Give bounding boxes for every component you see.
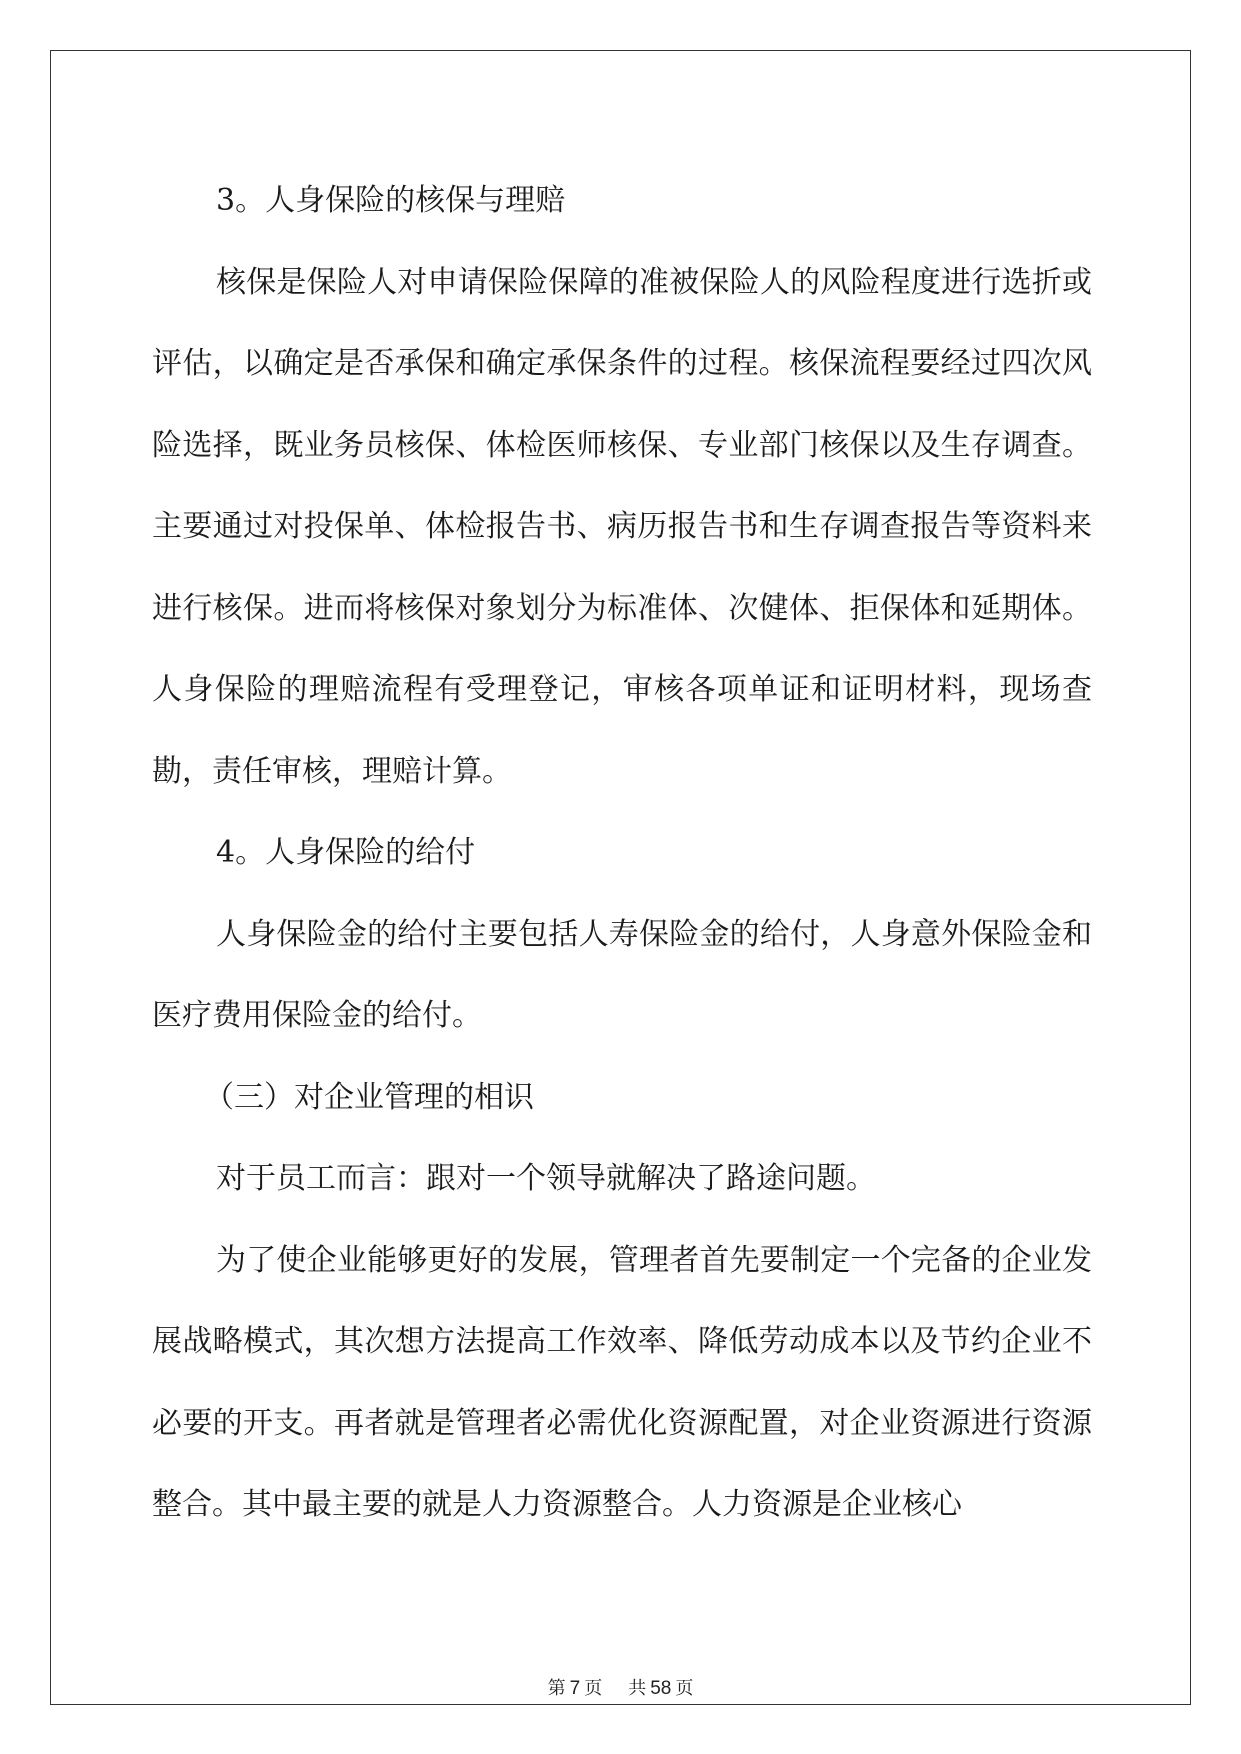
page-footer	[0, 1674, 1241, 1700]
heading-underwriting-claims: 3。人身保险的核保与理赔	[216, 183, 566, 218]
footer-page-word: 页	[584, 1678, 603, 1699]
paragraph-employee: 对于员工而言：跟对一个领导就解决了路途问题。	[216, 1161, 876, 1196]
heading-management: （三）对企业管理的相识	[204, 1079, 534, 1115]
paragraph-development: 为了使企业能够更好的发展，管理者首先要制定一个完备的企业发展战略模式，其次想方法提高工作效率、降低劳动成本以及节约企业不必要的开支。再者就是管理者必需优化资源配置，对企业资源进行资源整合。其中最主要的就是人力资源整合。人力资源是企业核心	[152, 1242, 1092, 1522]
footer-prefix: 第	[547, 1678, 566, 1699]
footer-total-suffix: 页	[675, 1678, 694, 1699]
heading-payment: 4。人身保险的给付	[216, 835, 476, 870]
footer-total-prefix: 共	[628, 1678, 647, 1699]
document-body	[152, 160, 1092, 1546]
paragraph-payment: 人身保险金的给付主要包括人寿保险金的给付，人身意外保险金和医疗费用保险金的给付。	[152, 916, 1092, 1033]
paragraph-underwriting: 核保是保险人对申请保险保障的准被保险人的风险程度进行选折或评估，以确定是否承保和确定承保条件的过程。核保流程要经过四次风险选择，既业务员核保、体检医师核保、专业部门核保以及生存调查。主要通过对投保单、体检报告书、病历报告书和生存调查报告等资料来进行核保。进而将核保对象划分为标准体、次健体、拒保体和延期体。人身保险的理赔流程有受理登记，审核各项单证和证明材料，现场查勘，责任审核，理赔计算。	[152, 264, 1092, 789]
footer-total-pages: 58	[650, 1678, 672, 1699]
footer-current-page: 7	[569, 1678, 581, 1699]
